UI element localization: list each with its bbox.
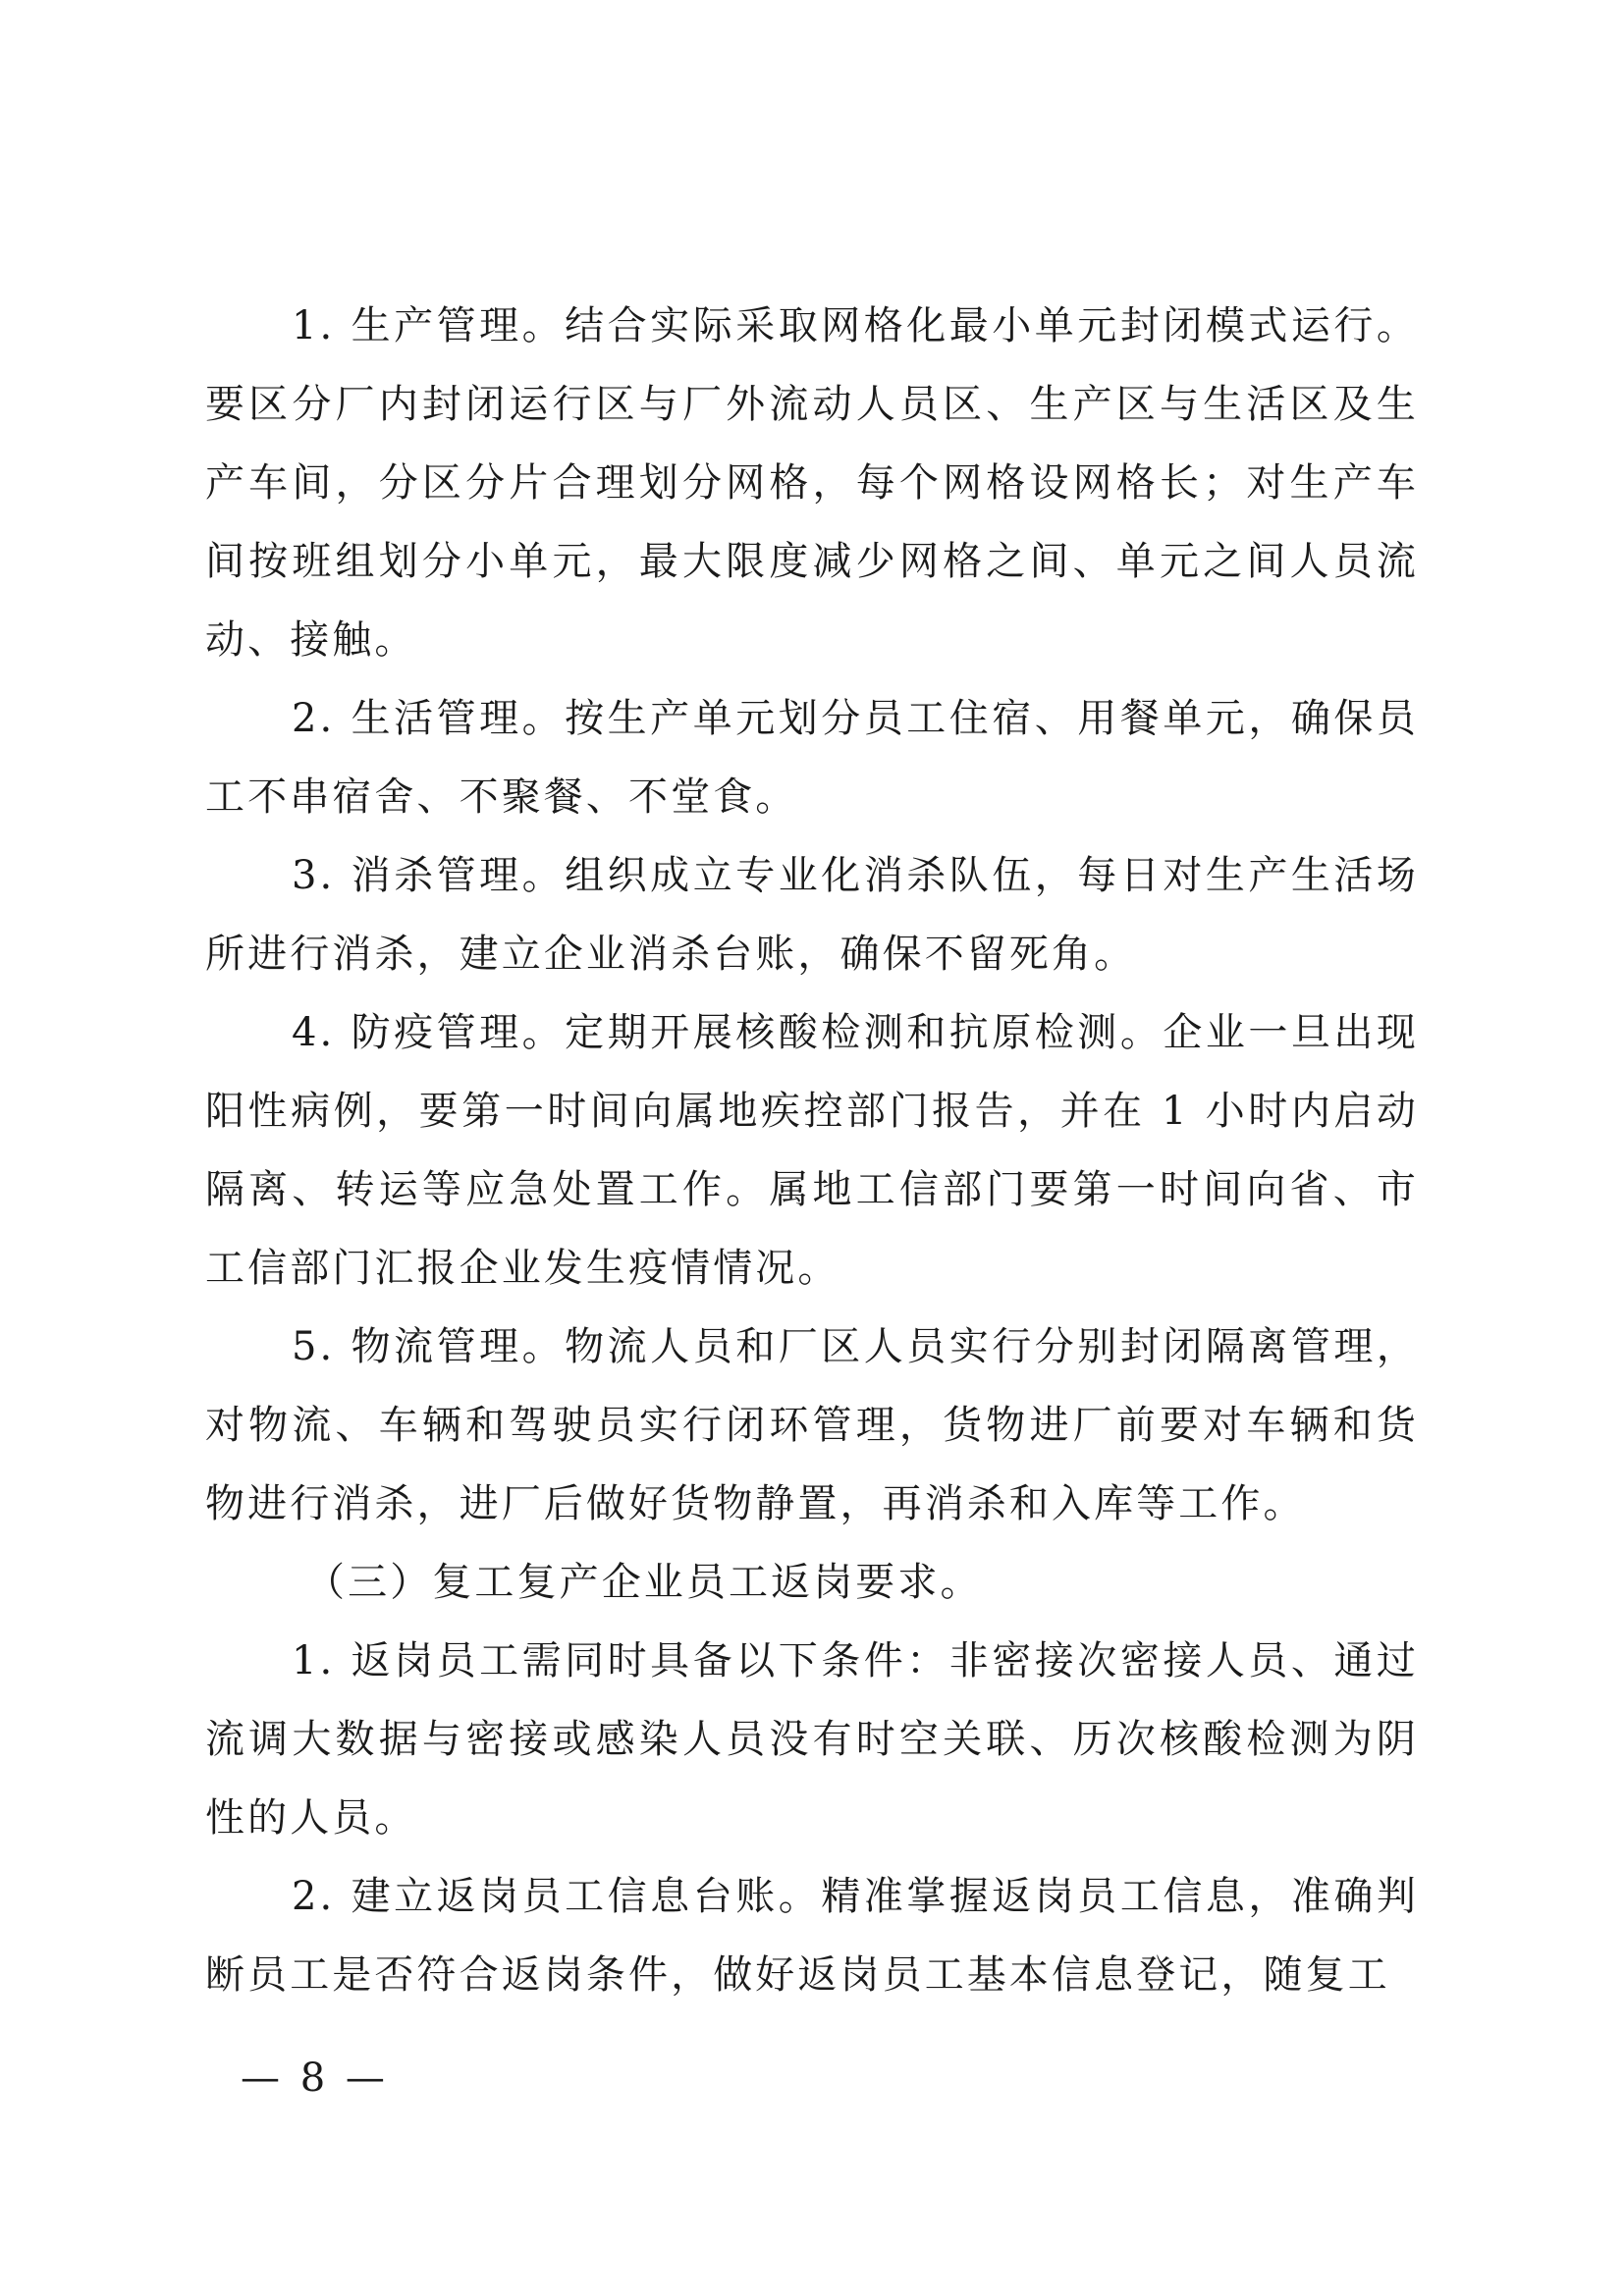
paragraph-living-management: 2. 生活管理。按生产单元划分员工住宿、用餐单元，确保员工不串宿舍、不聚餐、不堂食。 [205,696,1419,820]
paragraph-production-management: 1. 生产管理。结合实际采取网格化最小单元封闭模式运行。要区分厂内封闭运行区与厂外流动人员区、生产区与生活区及生产车间，分区分片合理划分网格，每个网格设网格长；对生产车间按班组划分小单元，最大限度减少网格之间、单元之间人员流动、接触。 [205,303,1419,663]
page-number: — 8 — [241,2056,389,2101]
paragraph-return-conditions: 1. 返岗员工需同时具备以下条件：非密接次密接人员、通过流调大数据与密接或感染人员没有时空关联、历次核酸检测为阴性的人员。 [205,1638,1419,1841]
paragraph-logistics-management: 5. 物流管理。物流人员和厂区人员实行分别封闭隔离管理，对物流、车辆和驾驶员实行闭环管理，货物进厂前要对车辆和货物进行消杀，进厂后做好货物静置，再消杀和入库等工作。 [205,1324,1419,1526]
paragraph-epidemic-prevention-management: 4. 防疫管理。定期开展核酸检测和抗原检测。企业一旦出现阳性病例，要第一时间向属地疾控部门报告，并在 1 小时内启动隔离、转运等应急处置工作。属地工信部门要第一时间向省、市工信部门汇报企业发生疫情情况。 [205,1010,1419,1291]
paragraph-return-ledger: 2. 建立返岗员工信息台账。精准掌握返岗员工信息，准确判断员工是否符合返岗条件，做好返岗员工基本信息登记，随复工 [205,1874,1419,1998]
document-body [205,287,1419,2014]
section-heading-return-requirements: （三）复工复产企业员工返岗要求。 [305,1560,983,1605]
paragraph-disinfection-management: 3. 消杀管理。组织成立专业化消杀队伍，每日对生产生活场所进行消杀，建立企业消杀台账，确保不留死角。 [205,853,1419,977]
